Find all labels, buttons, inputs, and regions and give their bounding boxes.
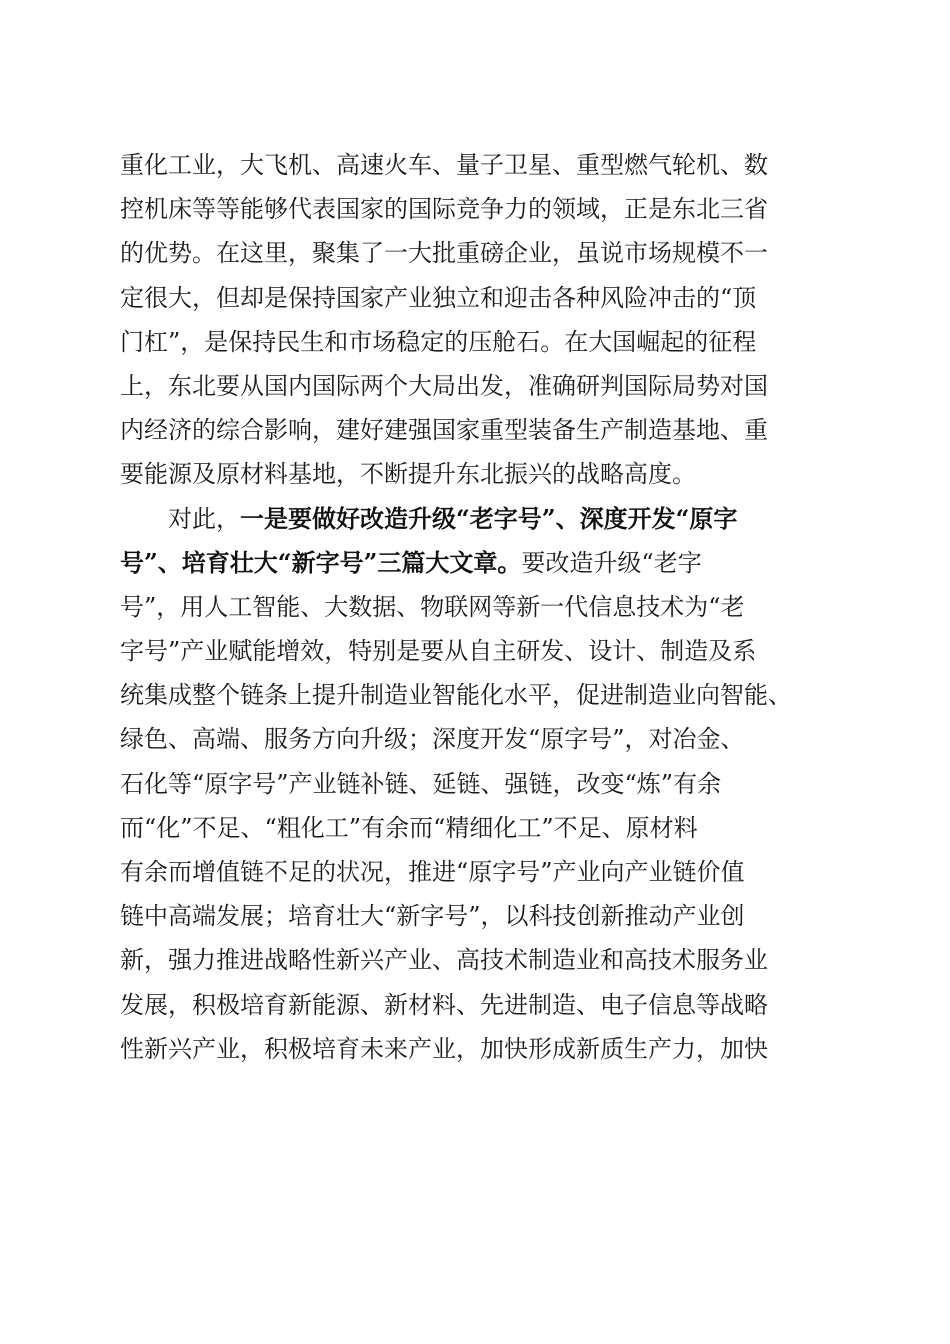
text-line: 石化等“原字号”产业链补链、延链、强链，改变“炼”有余 — [120, 769, 722, 798]
text-line: 重化工业，大飞机、高速火车、量子卫星、重型燃气轮机、数 — [120, 151, 768, 179]
text-line: 有余而增值链不足的状况，推进“原字号”产业向产业链价值 — [120, 858, 745, 886]
text-line: 定很大，但却是保持国家产业独立和迎击各种风险冲击的“顶 — [120, 283, 757, 312]
text-continuation: 要改造升级“老字 — [521, 548, 702, 577]
text-line — [120, 541, 840, 585]
text-line: 上，东北要从国内国际两个大局出发，准确研判国际局势对国 — [120, 371, 768, 400]
paragraph-lead: 对此， — [168, 504, 240, 533]
text-line: 而“化”不足、“粗化工”有余而“精细化工”不足、原材料 — [120, 813, 698, 842]
bold-heading-part-2: 号”、培育壮大“新字号”三篇大文章。 — [120, 547, 522, 577]
text-line: 字号”产业赋能增效，特别是要从自主研发、设计、制造及系 — [120, 637, 757, 666]
text-line: 要能源及原材料基地，不断提升东北振兴的战略高度。 — [120, 460, 696, 489]
text-line: 新，强力推进战略性新兴产业、高技术制造业和高技术服务业 — [120, 946, 768, 975]
paragraph-2 — [120, 497, 840, 1071]
text-line: 发展，积极培育新能源、新材料、先进制造、电子信息等战略 — [120, 990, 768, 1019]
text-line: 性新兴产业，积极培育未来产业，加快形成新质生产力，加快 — [120, 1034, 768, 1063]
text-line: 门杠”，是保持民生和市场稳定的压舱石。在大国崛起的征程 — [120, 327, 757, 356]
text-line: 统集成整个链条上提升制造业智能化水平，促进制造业向智能、 — [120, 681, 792, 710]
text-line: 控机床等等能够代表国家的国际竞争力的领域，正是东北三省 — [120, 195, 768, 224]
text-line: 的优势。在这里，聚集了一大批重磅企业，虽说市场规模不一 — [120, 239, 768, 268]
document-body — [120, 143, 840, 1071]
text-line: 号”，用人工智能、大数据、物联网等新一代信息技术为“老 — [120, 592, 745, 621]
text-line — [120, 497, 840, 541]
text-line: 绿色、高端、服务方向升级；深度开发“原字号”，对冶金、 — [120, 725, 745, 754]
bold-heading-part-1: 一是要做好改造升级“老字号”、深度开发“原字 — [240, 503, 738, 533]
text-line: 链中高端发展；培育壮大“新字号”，以科技创新推动产业创 — [120, 902, 745, 931]
text-line: 内经济的综合影响，建好建强国家重型装备生产制造基地、重 — [120, 416, 768, 445]
paragraph-1 — [120, 143, 840, 497]
